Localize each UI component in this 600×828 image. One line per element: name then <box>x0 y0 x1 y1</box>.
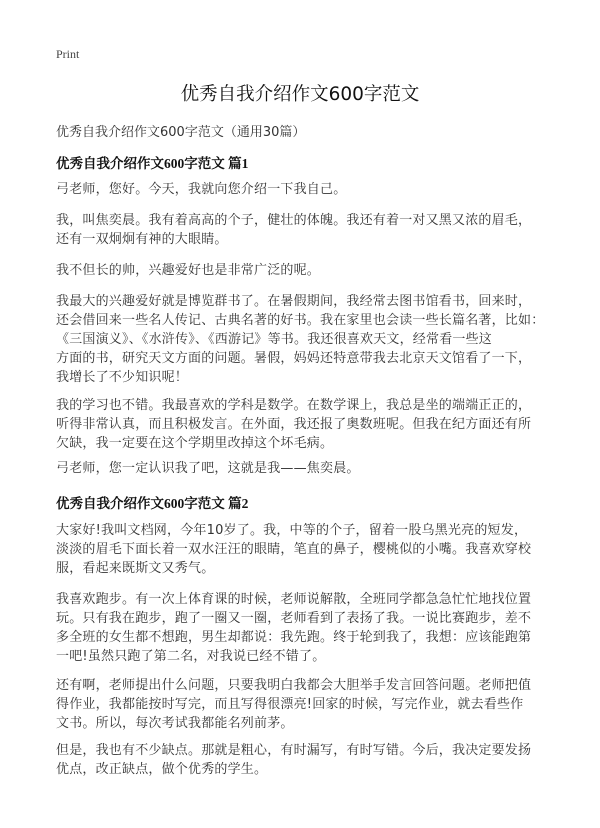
paragraph-line: 《三国演义》、《水浒传》、《西游记》等书。我还很喜欢天文，经常看一些这 <box>56 332 493 347</box>
page-title: 优秀自我介绍作文600字范文 <box>180 84 420 105</box>
paragraph-line: 弓老师，您一定认识我了吧，这就是我——焦奕晨。 <box>56 461 360 476</box>
paragraph-line: 但是，我也有不少缺点。那就是粗心，有时漏写，有时写错。今后，我决定要发扬 <box>56 743 532 758</box>
paragraph-line: 还会借回来一些名人传记、古典名著的好书。我在家里也会读一些长篇名著，比如： <box>56 313 545 328</box>
paragraph-line: 淡淡的眉毛下面长着一双水汪汪的眼睛，笔直的鼻子，樱桃似的小嘴。我喜欢穿校 <box>56 542 532 557</box>
paragraph-line: 得作业，我都能按时写完，而且写得很漂亮!回家的时候，写完作业，就去看些作 <box>56 697 524 712</box>
paragraph-line: 我最大的兴趣爱好就是博览群书了。在暑假期间，我经常去图书馆看书，回来时， <box>56 294 532 309</box>
paragraph-line: 我的学习也不错。我最喜欢的学科是数学。在数学课上，我总是坐的端端正正的， <box>56 398 532 413</box>
page-subtitle: 优秀自我介绍作文600字范文（通用30篇） <box>56 125 306 140</box>
paragraph-line: 优点，改正缺点，做个优秀的学生。 <box>56 762 268 777</box>
paragraph-line: 听得非常认真，而且积极发言。在外面，我还报了奥数班呢。但我在纪方面还有所 <box>56 417 532 432</box>
paragraph-line: 多全班的女生都不想跑，男生却都说：我先跑。终于轮到我了，我想：应该能跑第 <box>56 630 532 645</box>
paragraph <box>56 261 576 280</box>
paragraph <box>56 211 576 249</box>
paragraph <box>56 741 576 779</box>
paragraph <box>56 396 576 453</box>
section-heading-1: 优秀自我介绍作文600字范文 篇1 <box>56 156 249 171</box>
paragraph-line: 还有一双炯炯有神的大眼睛。 <box>56 232 228 247</box>
paragraph <box>56 590 576 666</box>
paragraph-line: 弓老师，您好。今天，我就向您介绍一下我自己。 <box>56 182 347 197</box>
print-label[interactable]: Print <box>56 47 80 61</box>
paragraph-line: 欠缺，我一定要在这个学期里改掉这个坏毛病。 <box>56 436 334 451</box>
paragraph <box>56 521 576 578</box>
section-heading-2: 优秀自我介绍作文600字范文 篇2 <box>56 496 249 511</box>
paragraph-line: 我增长了不少知识呢！ <box>56 370 189 385</box>
paragraph-line: 服，看起来既斯文又秀气。 <box>56 561 215 576</box>
paragraph-line: 方面的书，研究天文方面的问题。暑假，妈妈还特意带我去北京天文馆看了一下， <box>56 351 532 366</box>
paragraph <box>56 676 576 733</box>
paragraph-line: 大家好!我叫文档网，今年10岁了。我，中等的个子，留着一股乌黑光亮的短发， <box>56 523 528 538</box>
paragraph-line: 我喜欢跑步。有一次上体育课的时候，老师说解散，全班同学都急急忙忙地找位置 <box>56 592 532 607</box>
paragraph-line: 一吧!虽然只跑了第二名，对我说已经不错了。 <box>56 649 326 664</box>
paragraph-line: 玩。只有我在跑步，跑了一圈又一圈，老师看到了表扬了我。一说比赛跑步，差不 <box>56 611 532 626</box>
paragraph <box>56 180 576 199</box>
paragraph-line: 文书。所以，每次考试我都能名列前茅。 <box>56 716 294 731</box>
paragraph <box>56 292 576 387</box>
paragraph-line: 还有啊，老师提出什么问题，只要我明白我都会大胆举手发言回答问题。老师把值 <box>56 678 532 693</box>
paragraph-line: 我，叫焦奕晨。我有着高高的个子，健壮的体魄。我还有着一对又黑又浓的眉毛， <box>56 213 532 228</box>
paragraph <box>56 459 576 478</box>
paragraph-line: 我不但长的帅，兴趣爱好也是非常广泛的呢。 <box>56 263 321 278</box>
